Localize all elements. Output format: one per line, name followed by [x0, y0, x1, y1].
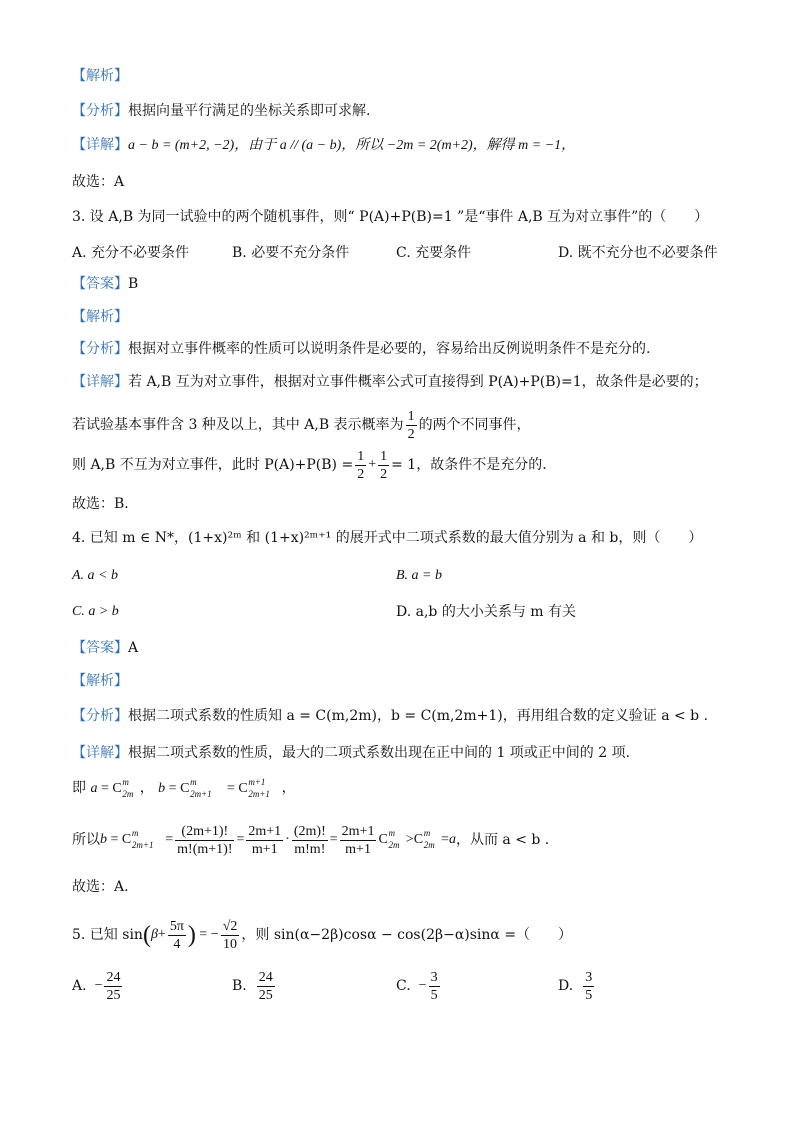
q4-fraction-2: $\frac{2m+1}{m+1}$ [248, 823, 282, 857]
q4-stem: 4. 已知 m ∈ N*，(1+x)²ᵐ 和 (1+x)²ᵐ⁺¹ 的展开式中二项式系数的最大值分别为 a 和 b，则（ ） [72, 530, 703, 546]
q4-choose: 故选：A. [72, 879, 129, 895]
q4-option-a: A. a < b [72, 568, 118, 583]
q5-option-d: D. $\frac{3}{5}$ [558, 969, 593, 1003]
q5-value-fraction: $\frac{√2}{10}$ [222, 918, 238, 952]
q2-choose: 故选：A [72, 174, 125, 190]
q4-answer: 【答案】A [72, 640, 139, 656]
q5-option-b: B. $\frac{24}{25}$ [232, 969, 273, 1003]
q4-jiexi-tag: 【解析】 [72, 673, 128, 689]
q3-choose: 故选：B. [72, 496, 129, 512]
q5-stem: 5. 已知 sin ( β + $\frac{5\pi}{4}$ ) = − $\frac{√2}{10}$ ，则 sin(α−2β)cosα − cos(2β−α)sinα =（ ） [72, 918, 573, 952]
q2-fenxi: 【分析】根据向量平行满足的坐标关系即可求解. [72, 103, 371, 119]
q4-fraction-4: $\frac{2m+1}{m+1}$ [341, 823, 375, 857]
q3-option-b: B. 必要不充分条件 [232, 245, 350, 261]
q3-answer: 【答案】B [72, 276, 139, 292]
q4-fraction-3: $\frac{(2m)!}{m!m!}$ [293, 823, 326, 857]
half-fraction-2: $\frac{1}{2}$ [380, 448, 388, 482]
q2-xiangjie: 【详解】a − b = (m+2, −2)，由于 a // (a − b)，所以 −2m = 2(m+2)，解得 m = −1， [72, 137, 576, 153]
q3-option-d: D. 既不充分也不必要条件 [558, 245, 718, 261]
q4-option-c: C. a > b [72, 604, 119, 619]
q3-xiangjie-3: 则 A,B 不互为对立事件，此时 P(A)+P(B) = $\frac{1}{2}$ + $\frac{1}{2}$ = 1，故条件不是充分的. [72, 448, 547, 482]
q4-option-b: B. a = b [396, 568, 442, 583]
q5-angle-fraction: $\frac{5\pi}{4}$ [169, 918, 184, 952]
q3-stem: 3. 设 A,B 为同一试验中的两个随机事件，则“ P(A)+P(B)=1 ”是“事件 A,B 互为对立事件”的（ ） [72, 209, 709, 225]
q3-xiangjie-1: 【详解】若 A,B 互为对立事件，根据对立事件概率公式可直接得到 P(A)+P(B)=1，故条件是必要的； [72, 374, 708, 390]
q3-option-a: A. 充分不必要条件 [72, 245, 190, 261]
q3-option-c: C. 充要条件 [396, 245, 472, 261]
q4-xiangjie-2: 即 a = C m 2m ， b = C m 2m+1 = C m+1 2m+1 ， [72, 777, 296, 799]
q5-option-c: C. − $\frac{3}{5}$ [396, 969, 438, 1003]
half-fraction: $\frac{1}{2}$ [407, 408, 415, 442]
q3-jiexi-tag: 【解析】 [72, 309, 128, 325]
q4-option-d: D. a,b 的大小关系与 m 有关 [396, 604, 577, 620]
q2-jiexi-tag: 【解析】 [72, 68, 128, 84]
q4-fenxi: 【分析】根据二项式系数的性质知 a = C(m,2m)，b = C(m,2m+1)，再用组合数的定义验证 a < b . [72, 708, 709, 724]
q5-option-a: A. − $\frac{24}{25}$ [72, 969, 121, 1003]
q4-xiangjie-1: 【详解】根据二项式系数的性质，最大的二项式系数出现在正中间的 1 项或正中间的 2 项. [72, 745, 631, 761]
half-fraction-1: $\frac{1}{2}$ [357, 448, 365, 482]
q3-fenxi: 【分析】根据对立事件概率的性质可以说明条件是必要的，容易给出反例说明条件不是充分的. [72, 341, 651, 357]
q4-fraction-1: $\frac{(2m+1)!}{m!(m+1)!}$ [177, 823, 233, 857]
q4-xiangjie-3: 所以 b = C m 2m+1 = $\frac{(2m+1)!}{m!(m+1)!}$ = $\frac{2m+1}{m+1}$ · $\frac{(2m)!}{m!m!}$ = $\frac{2m+1}{m+1}$ C m 2m > C m 2m = a ，从而 a < b . [72, 823, 550, 857]
q3-xiangjie-2: 若试验基本事件含 3 种及以上，其中 A,B 表示概率为 $\frac{1}{2}$ 的两个不同事件， [72, 408, 531, 442]
